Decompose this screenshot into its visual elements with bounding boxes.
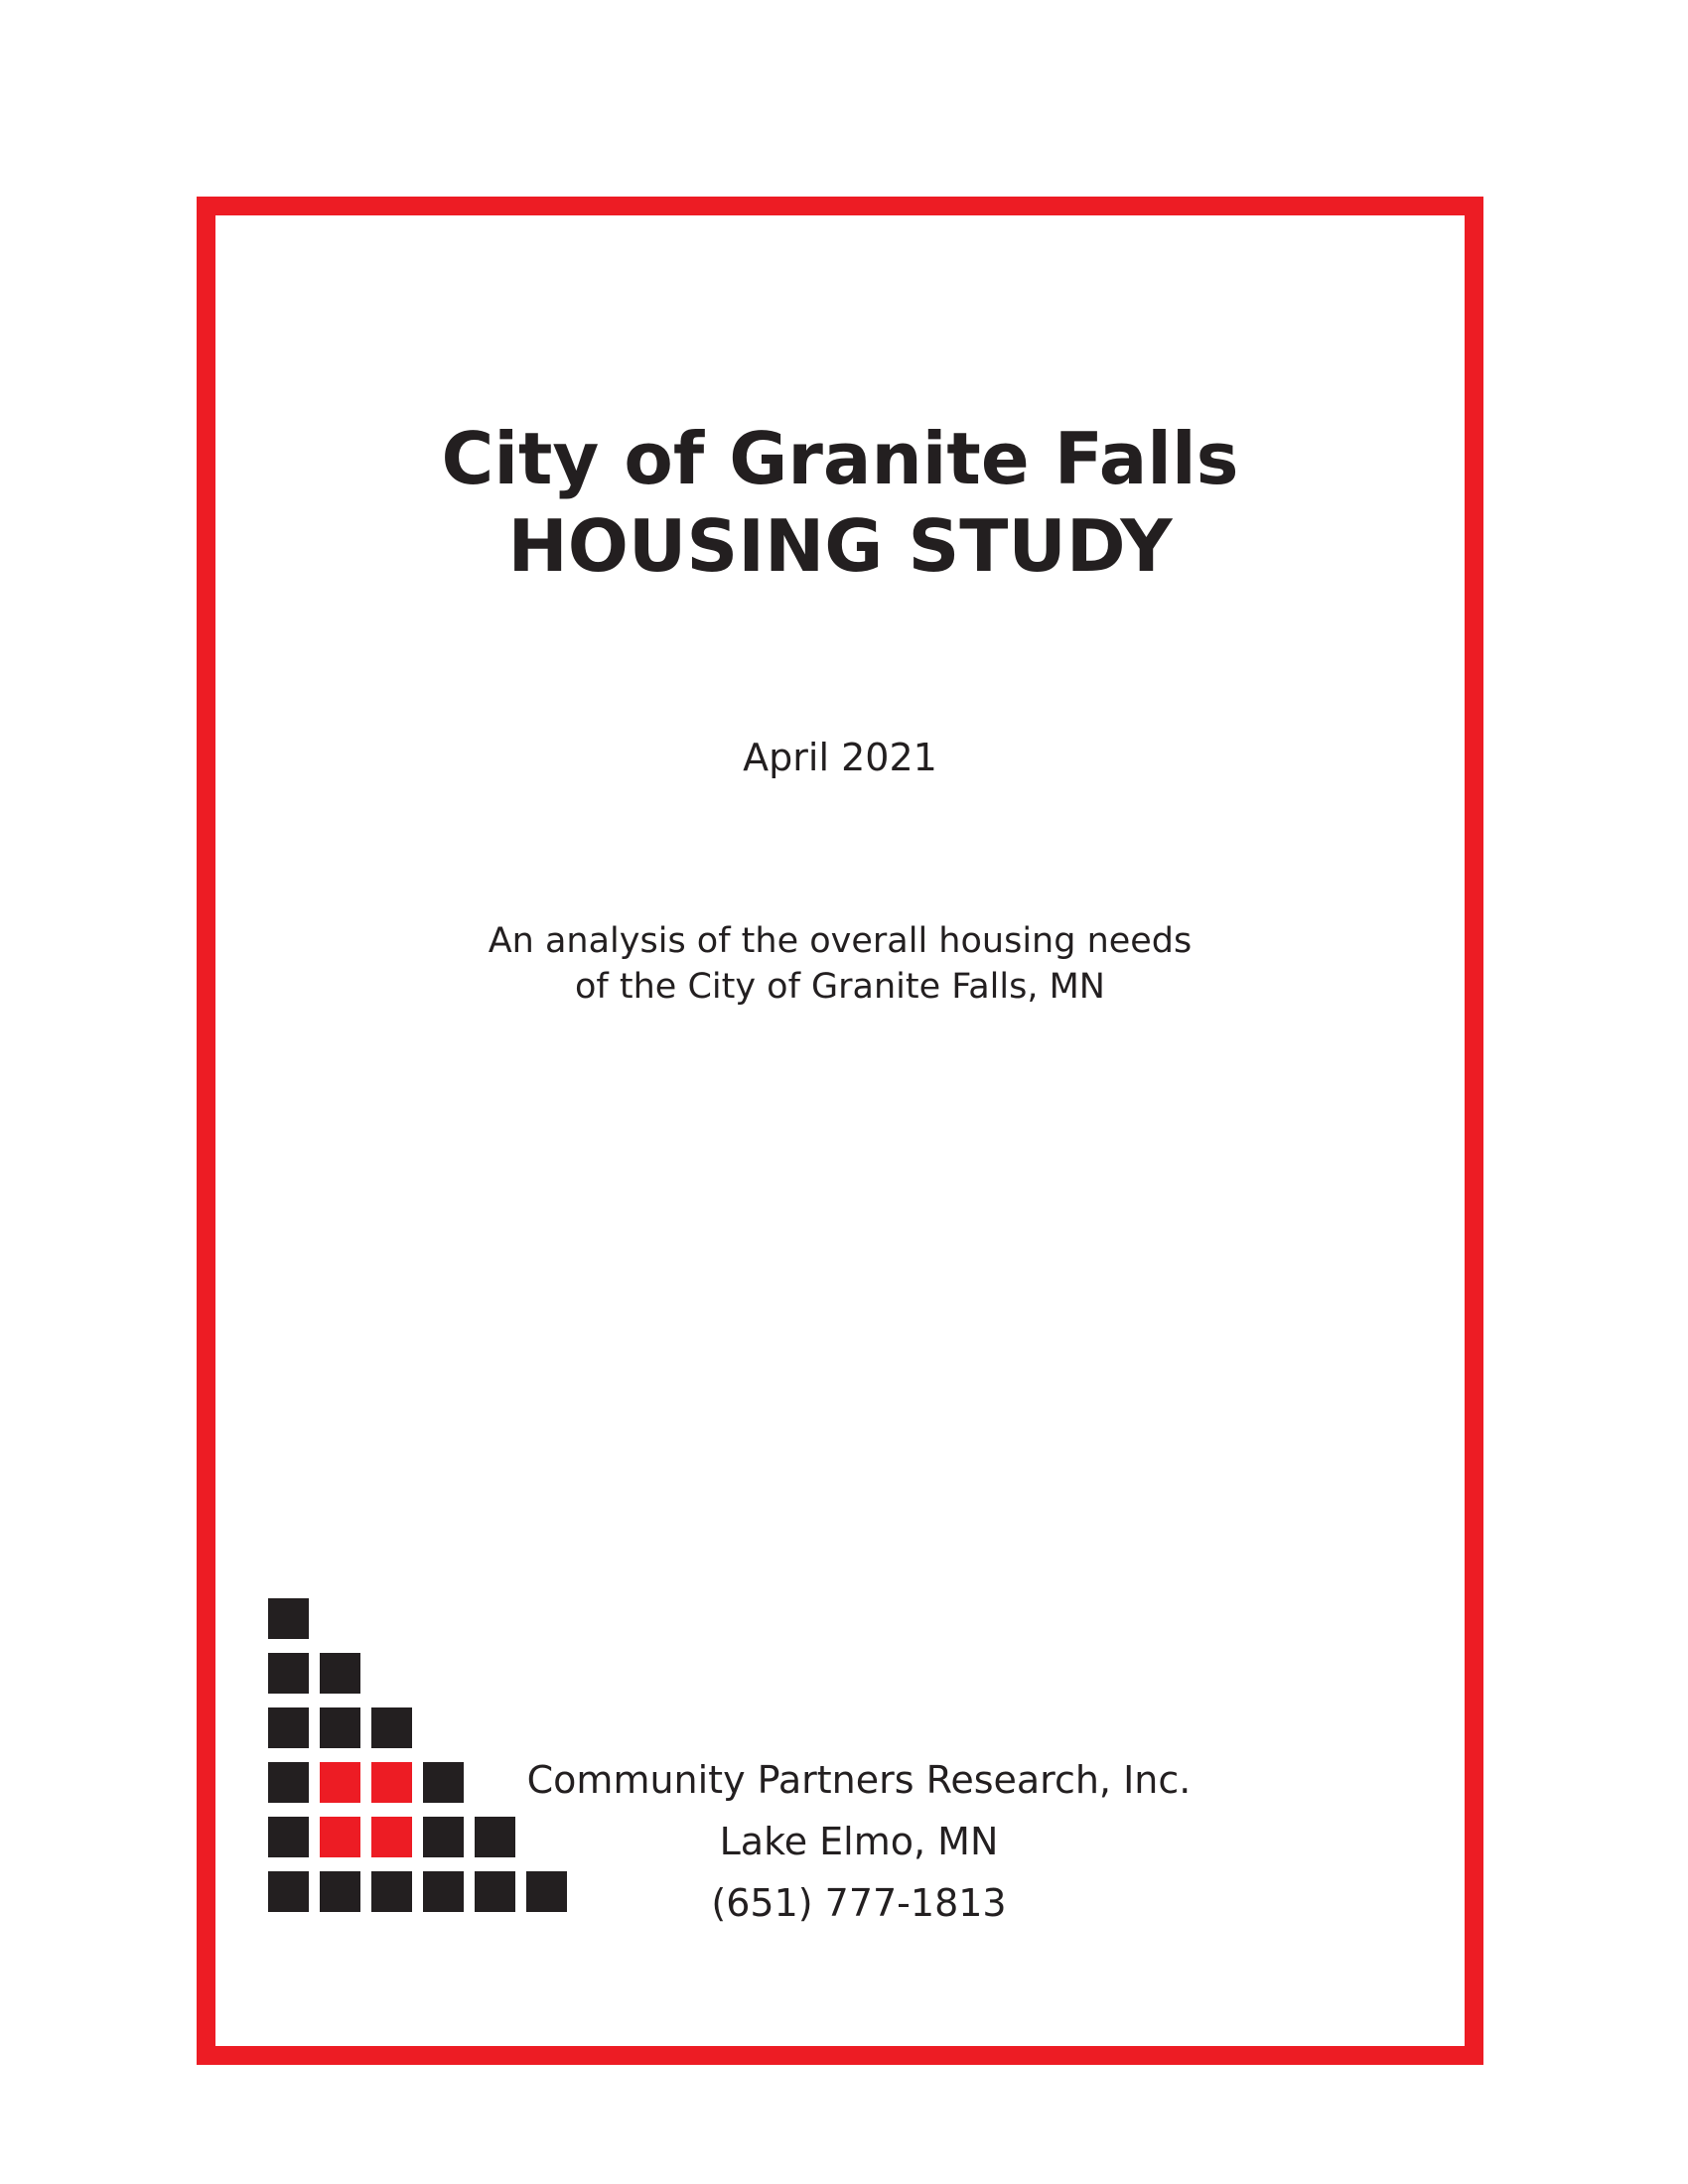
publisher-block: [437, 1749, 1281, 1934]
logo-square-red: [320, 1817, 360, 1857]
description-line-2: of the City of Granite Falls, MN: [575, 967, 1105, 1007]
logo-square-dark: [320, 1653, 360, 1694]
logo-square-red: [320, 1762, 360, 1803]
logo-square-red: [371, 1762, 412, 1803]
publisher-phone: (651) 777-1813: [711, 1881, 1007, 1925]
logo-square-dark: [371, 1707, 412, 1748]
study-description: [197, 918, 1483, 1010]
title-housing-study: HOUSING STUDY: [507, 504, 1173, 588]
logo-square-dark: [320, 1871, 360, 1912]
logo-square-dark: [268, 1598, 309, 1639]
cover-title: [197, 415, 1483, 590]
publisher-name: Community Partners Research, Inc.: [526, 1758, 1192, 1802]
logo-square-dark: [268, 1871, 309, 1912]
logo-square-dark: [371, 1871, 412, 1912]
logo-square-dark: [268, 1762, 309, 1803]
publication-date: April 2021: [743, 736, 937, 779]
logo-square-dark: [320, 1707, 360, 1748]
title-city-name: City of Granite Falls: [441, 417, 1239, 500]
description-line-1: An analysis of the overall housing needs: [488, 921, 1193, 961]
logo-square-red: [371, 1817, 412, 1857]
logo-square-dark: [268, 1817, 309, 1857]
logo-square-dark: [268, 1653, 309, 1694]
publisher-location: Lake Elmo, MN: [719, 1820, 999, 1863]
logo-square-dark: [268, 1707, 309, 1748]
